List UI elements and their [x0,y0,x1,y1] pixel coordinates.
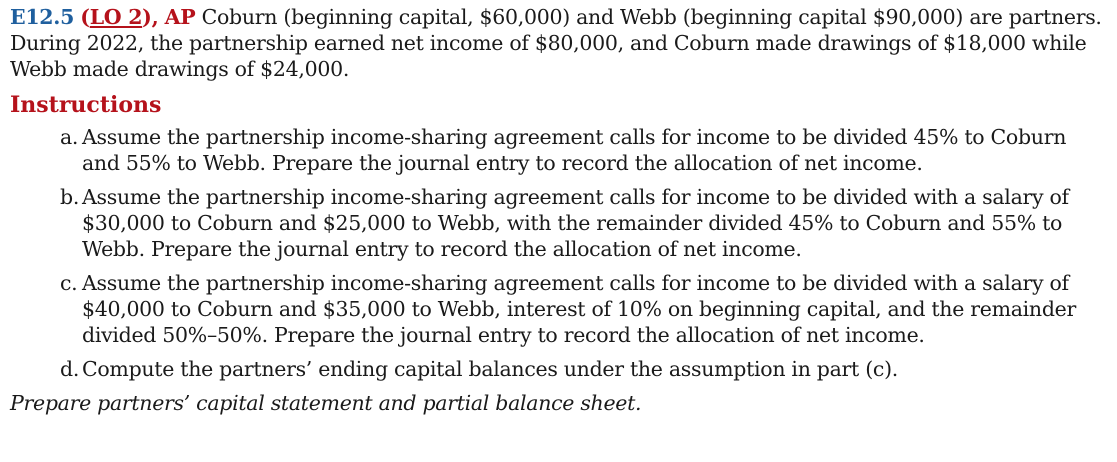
learning-objective-link[interactable]: LO 2 [89,5,143,29]
exercise-tag: AP [164,5,196,29]
learning-objective-open: ( [80,5,90,29]
instruction-text: Compute the partners’ ending capital balances under the assumption in part (c). [82,357,899,381]
instruction-item-b [10,184,1103,262]
instruction-item-c [10,270,1103,348]
instruction-text: Assume the partnership income-sharing agreement calls for income to be divided with a salary of $30,000 to Coburn and $25,000 to Webb, with the remainder divided 45% to Coburn and 55% to Webb. Prepare the journal entry to record the allocation of net income. [82,185,1069,261]
instruction-letter: a. [60,125,79,149]
instruction-letter: c. [60,271,78,295]
instructions-heading: Instructions [10,92,162,118]
instruction-item-a [10,124,1103,176]
learning-objective-close: ), [142,5,159,29]
exercise-text: Coburn (beginning capital, $60,000) and Webb (beginning capital $90,000) are partners. During 2022, the partnership earned net income of $80,000, and Coburn made drawings of $18,000 while Webb made drawings of $24,000. [10,5,1102,81]
instruction-item-d [10,356,1103,382]
exercise-number: E12.5 [10,5,75,29]
instructions-list [10,124,1103,382]
instruction-letter: b. [60,185,80,209]
instruction-letter: d. [60,357,80,381]
instruction-text: Assume the partnership income-sharing agreement calls for income to be divided 45% to Coburn and 55% to Webb. Prepare the journal entry to record the allocation of net income. [82,125,1067,175]
closing-note: Prepare partners’ capital statement and partial balance sheet. [10,391,642,415]
exercise-intro [10,4,1103,82]
instruction-text: Assume the partnership income-sharing agreement calls for income to be divided with a salary of $40,000 to Coburn and $35,000 to Webb, interest of 10% on beginning capital, and the remainder divided 50%–50%. Prepare the journal entry to record the allocation of net income. [82,271,1076,347]
